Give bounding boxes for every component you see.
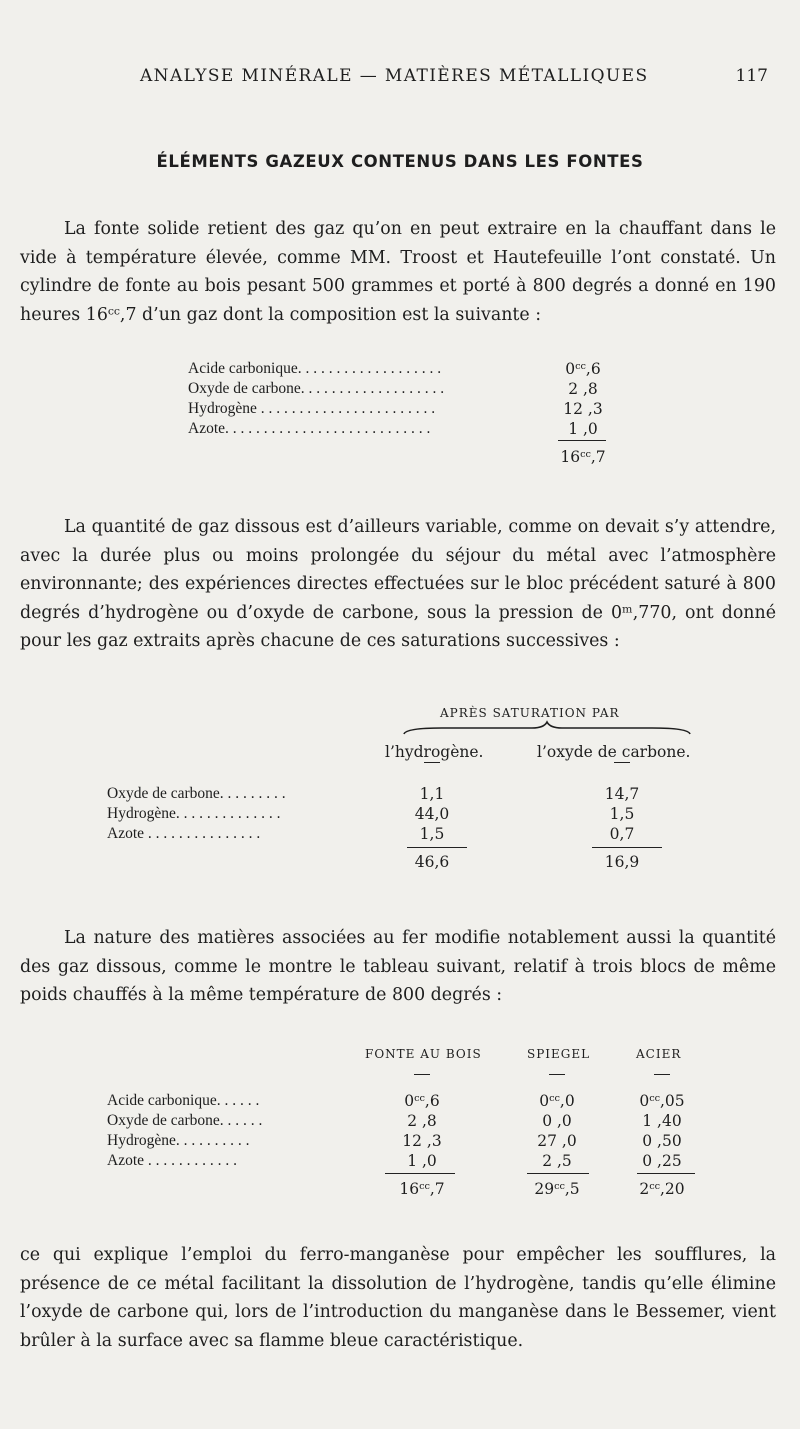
paragraph-conclusion-text: ce qui explique l’emploi du ferro-manganèse pour empêcher les soufflures, la présence de ce métal facilitant la dissolution de l’hydrogène, tandis qu’elle élimine l’oxyde de carbone qui, lors de l’introduction du manganèse dans le Bessemer, vient brûler à la surface avec sa flamme bleue caractéristique.: [20, 1245, 776, 1351]
row-value: 12 ,3: [563, 400, 603, 418]
table-row: [107, 785, 707, 805]
row-value: 2 ,8: [568, 380, 598, 398]
row-value: 1,5: [609, 805, 635, 823]
total-value: 16ᶜᶜ,7: [560, 448, 606, 466]
row-value: 0ᶜᶜ,6: [404, 1092, 440, 1110]
row-value: 44,0: [414, 805, 450, 823]
row-value: 0ᶜᶜ,6: [565, 360, 601, 378]
column-header: FONTE AU BOIS: [365, 1047, 482, 1061]
column-header: ACIER: [636, 1047, 682, 1061]
total-rule: [558, 440, 606, 441]
row-label: Oxyde de carbone. . . . . . . . .: [107, 785, 286, 802]
row-label: Hydrogène. . . . . . . . . . . . . .: [107, 805, 281, 822]
running-header: [0, 66, 800, 90]
total-rule: [385, 1173, 455, 1174]
row-label: Oxyde de carbone. . . . . . . . . . . . . . . . . . .: [188, 380, 445, 397]
row-value: 0 ,25: [642, 1152, 682, 1170]
paragraph-associated-matter: [20, 924, 776, 1010]
row-value: 1,1: [419, 785, 445, 803]
paragraph-variability-text: La quantité de gaz dissous est d’ailleurs variable, comme on devait s’y attendre, avec la durée plus ou moins prolongée du séjour du métal avec l’atmosphère environnante; des expériences directes effectuées sur le bloc précédent saturé à 800 degrés d’hydrogène ou d’oxyde de carbone, sous la pression de 0ᵐ,770, ont donné pour les gaz extraits après chacune de ces saturations successives :: [20, 517, 776, 652]
brace-icon: [402, 720, 692, 736]
table-total-row: [107, 853, 707, 873]
table-row: [188, 380, 608, 400]
table-caption: APRÈS SATURATION PAR: [440, 706, 620, 720]
row-label: Azote . . . . . . . . . . . .: [107, 1152, 238, 1169]
row-value: 1 ,0: [568, 420, 598, 438]
table-row: [107, 825, 707, 845]
column-dash: [614, 762, 630, 763]
table-row: [188, 420, 608, 440]
table-row: [188, 400, 608, 420]
paragraph-intro: [20, 215, 776, 329]
total-value: 2ᶜᶜ,20: [639, 1180, 685, 1198]
page-number: 117: [735, 66, 768, 86]
row-label: Hydrogène . . . . . . . . . . . . . . . . . . . . . . .: [188, 400, 436, 417]
row-value: 1 ,0: [407, 1152, 437, 1170]
row-label: Acide carbonique. . . . . .: [107, 1092, 260, 1109]
row-label: Oxyde de carbone. . . . . .: [107, 1112, 263, 1129]
row-value: 27 ,0: [537, 1132, 577, 1150]
table-row: [107, 1152, 707, 1172]
row-value: 2 ,8: [407, 1112, 437, 1130]
table-row: [107, 1132, 707, 1152]
section-title: ÉLÉMENTS GAZEUX CONTENUS DANS LES FONTES: [156, 152, 644, 171]
row-value: 14,7: [604, 785, 640, 803]
row-value: 1,5: [419, 825, 445, 843]
column-dash: [549, 1074, 565, 1075]
row-value: 0ᶜᶜ,0: [539, 1092, 575, 1110]
total-rule: [592, 847, 662, 848]
row-label: Azote . . . . . . . . . . . . . . .: [107, 825, 261, 842]
row-value: 2 ,5: [542, 1152, 572, 1170]
total-value: 16,9: [604, 853, 640, 871]
table-row: [107, 1092, 707, 1112]
column-header: l’oxyde de carbone.: [537, 743, 691, 761]
row-value: 0 ,50: [642, 1132, 682, 1150]
row-value: 1 ,40: [642, 1112, 682, 1130]
column-header: SPIEGEL: [527, 1047, 591, 1061]
paragraph-conclusion: [20, 1241, 776, 1355]
column-header: l’hydrogène.: [385, 743, 484, 761]
table-row: [107, 1112, 707, 1132]
row-value: 0,7: [609, 825, 635, 843]
column-dash: [654, 1074, 670, 1075]
column-dash: [424, 762, 440, 763]
row-value: 12 ,3: [402, 1132, 442, 1150]
table-row: [188, 360, 608, 380]
table-total-row: [107, 1180, 707, 1200]
row-label: Azote. . . . . . . . . . . . . . . . . . . . . . . . . . .: [188, 420, 431, 437]
total-value: 46,6: [414, 853, 450, 871]
row-value: 0ᶜᶜ,05: [639, 1092, 685, 1110]
table-row: [107, 805, 707, 825]
row-label: Hydrogène. . . . . . . . . .: [107, 1132, 250, 1149]
row-label: Acide carbonique. . . . . . . . . . . . . . . . . . .: [188, 360, 442, 377]
running-title: ANALYSE MINÉRALE — MATIÈRES MÉTALLIQUES: [140, 66, 649, 86]
paragraph-variability: [20, 513, 776, 656]
column-dash: [414, 1074, 430, 1075]
total-rule: [637, 1173, 695, 1174]
row-value: 0 ,0: [542, 1112, 572, 1130]
total-rule: [407, 847, 467, 848]
paragraph-associated-matter-text: La nature des matières associées au fer modifie notablement aussi la quantité des gaz dissous, comme le montre le tableau suivant, relatif à trois blocs de même poids chauffés à la même température de 800 degrés :: [20, 928, 776, 1006]
total-value: 16ᶜᶜ,7: [399, 1180, 445, 1198]
table-total-row: [188, 448, 608, 468]
total-value: 29ᶜᶜ,5: [534, 1180, 580, 1198]
paragraph-intro-text: La fonte solide retient des gaz qu’on en peut extraire en la chauffant dans le vide à température élevée, comme MM. Troost et Hautefeuille l’ont constaté. Un cylindre de fonte au bois pesant 500 grammes et porté à 800 degrés a donné en 190 heures 16ᶜᶜ,7 d’un gaz dont la composition est la suivante :: [20, 219, 776, 325]
total-rule: [527, 1173, 589, 1174]
